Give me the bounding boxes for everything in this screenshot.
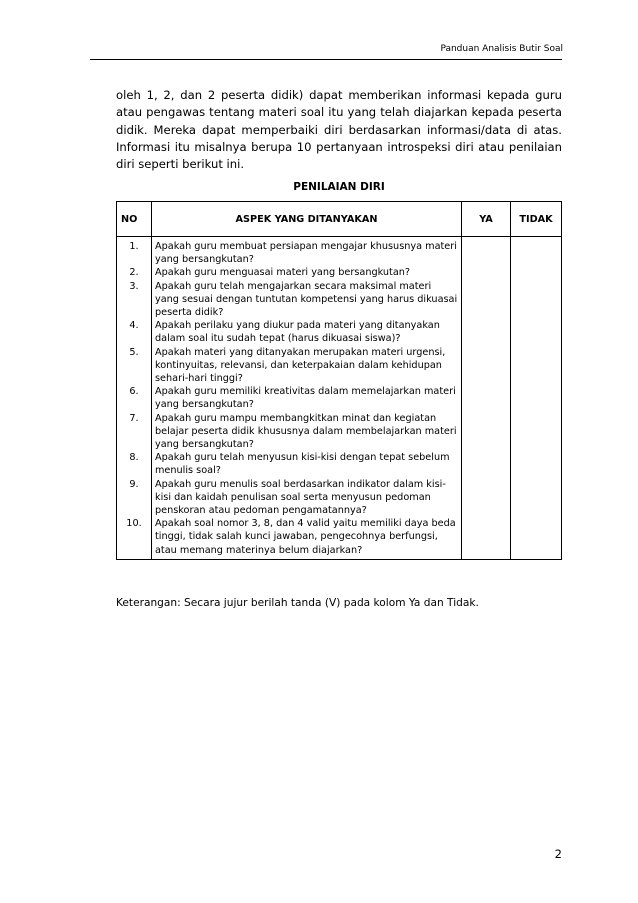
intro-paragraph: oleh 1, 2, dan 2 peserta didik) dapat memberikan informasi kepada guru atau pengawas tentang materi soal itu yang telah diajarkan kepada peserta didik. Mereka dapat memperbaiki diri berdasarkan informasi/data di atas. Informasi itu misalnya berupa 10 pertanyaan introspeksi diri atau penilaian diri seperti berikut ini. <box>116 88 562 172</box>
question-text: Apakah guru memiliki kreativitas dalam memelajarkan materi yang bersangkutan? <box>155 386 456 411</box>
header-tidak: TIDAK <box>511 202 562 237</box>
question-number: 4. <box>129 320 139 332</box>
question-text: Apakah guru menulis soal berdasarkan indikator dalam kisi-kisi dan kaidah penulisan soal serta menyusun pedoman penskoran atau pedoman pengamatannya? <box>155 478 446 517</box>
running-header: Panduan Analisis Butir Soal <box>440 44 563 54</box>
question-text: Apakah guru menguasai materi yang bersangkutan? <box>155 267 411 279</box>
ya-answer-cell[interactable] <box>462 237 511 560</box>
question-text: Apakah soal nomor 3, 8, dan 4 valid yaitu memiliki daya beda tinggi, tidak salah kunci jawaban, pengecohnya berfungsi, atau memang materinya belum diajarkan? <box>155 518 456 556</box>
table-title: PENILAIAN DIRI <box>293 181 385 193</box>
header-rule <box>90 59 562 60</box>
header-aspect: ASPEK YANG DITANYAKAN <box>152 202 462 237</box>
question-number: 2. <box>129 267 139 279</box>
question-number: 8. <box>129 452 139 464</box>
question-number: 1. <box>129 241 139 252</box>
question-number: 5. <box>129 346 139 358</box>
self-assessment-table <box>116 201 562 560</box>
question-text: Apakah guru membuat persiapan mengajar khususnya materi yang bersangkutan? <box>155 241 457 266</box>
question-numbers-cell <box>117 237 152 560</box>
question-text: Apakah guru mampu membangkitkan minat dan kegiatan belajar peserta didik khususnya dalam membelajarkan materi yang bersangkutan? <box>155 412 457 451</box>
tidak-answer-cell[interactable] <box>511 237 562 560</box>
question-text: Apakah guru telah menyusun kisi-kisi dengan tepat sebelum menulis soal? <box>155 452 450 477</box>
question-number-list <box>120 240 148 557</box>
question-text: Apakah materi yang ditanyakan merupakan materi urgensi, kontinyuitas, relevansi, dan keterpakaian dalam kehidupan sehari-hari tinggi? <box>155 346 446 385</box>
question-number: 6. <box>129 386 139 398</box>
note-text: Keterangan: Secara jujur berilah tanda (V) pada kolom Ya dan Tidak. <box>116 597 479 609</box>
question-number: 7. <box>129 412 139 424</box>
header-no: NO <box>117 202 152 237</box>
question-number: 3. <box>129 280 139 292</box>
question-text-cell <box>152 237 462 560</box>
page-number: 2 <box>554 847 562 861</box>
question-text: Apakah guru telah mengajarkan secara maksimal materi yang sesuai dengan tuntutan kompetensi yang harus dikuasai peserta didik? <box>155 280 458 319</box>
question-number: 10. <box>126 518 142 530</box>
question-text: Apakah perilaku yang diukur pada materi yang ditanyakan dalam soal itu sudah tepat (harus dikuasai siswa)? <box>155 320 440 345</box>
table-row <box>117 237 562 560</box>
question-list <box>155 240 458 557</box>
question-number: 9. <box>129 478 139 490</box>
header-ya: YA <box>462 202 511 237</box>
table-header-row <box>117 202 562 237</box>
